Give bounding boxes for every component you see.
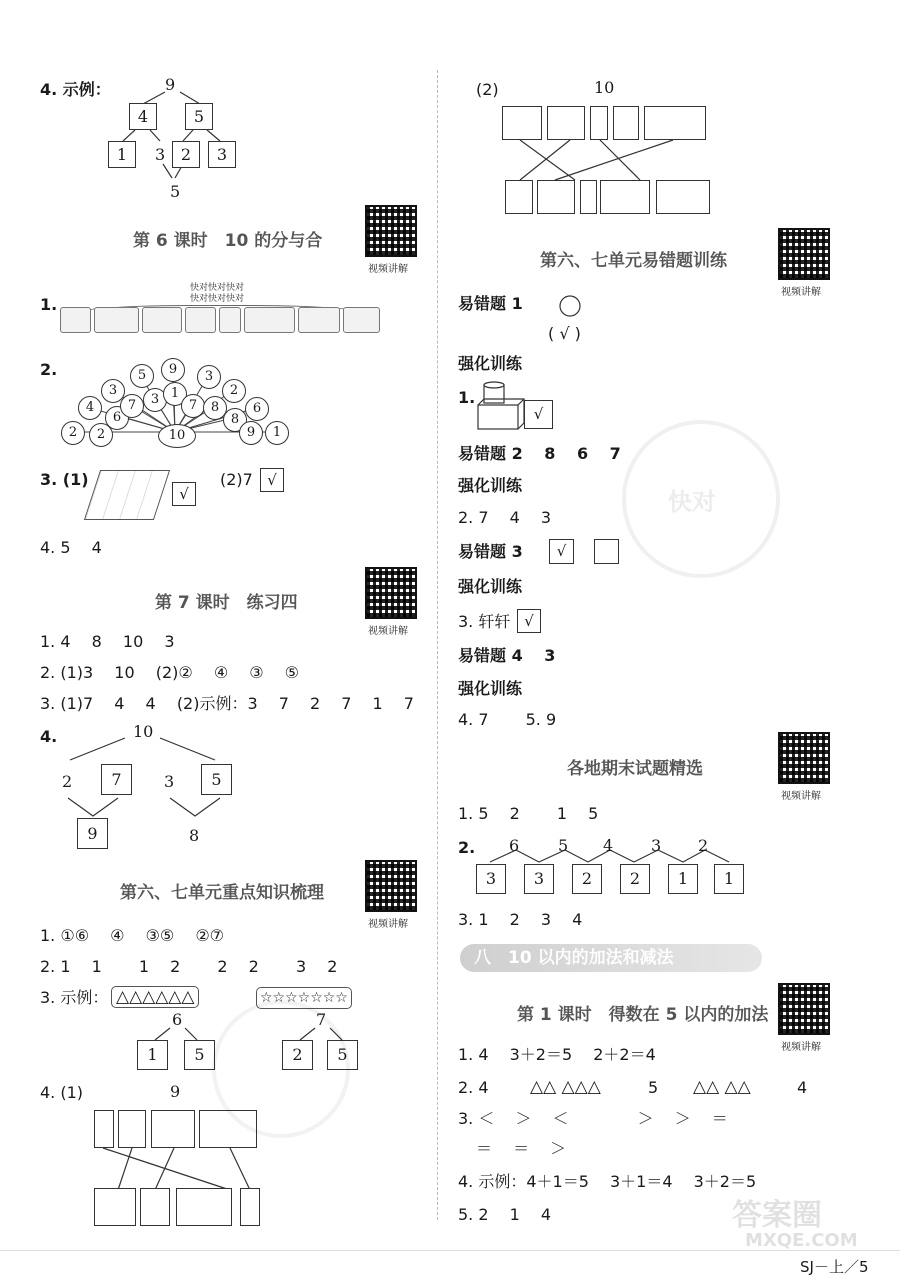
empty-box <box>151 1110 195 1148</box>
empty-box <box>656 180 710 214</box>
lesson1-item5: 5. 2 1 4 <box>458 1205 552 1224</box>
l6-q4: 4. 5 4 <box>40 538 102 557</box>
review-line1: 1. ①⑥ ④ ③⑤ ②⑦ <box>40 926 225 945</box>
fan-number: 2 <box>89 423 113 447</box>
picture-card <box>185 307 216 333</box>
zigzag-box: 2 <box>572 864 602 894</box>
fan-number: 5 <box>130 364 154 388</box>
page-number: SJ－上／5 <box>800 1258 869 1276</box>
l7-line2: 2. (1)3 10 (2)② ④ ③ ⑤ <box>40 663 300 682</box>
lesson1-item2a: 2. 4 <box>458 1078 489 1097</box>
tree-box: 2 <box>282 1040 313 1070</box>
fan-number: 6 <box>245 397 269 421</box>
fan-number: 9 <box>161 358 185 382</box>
empty-box <box>118 1110 146 1148</box>
empty-box <box>590 106 608 140</box>
empty-box <box>600 180 650 214</box>
qr-code-icon[interactable] <box>778 228 830 280</box>
empty-box <box>505 180 533 214</box>
review-line2: 2. 1 1 1 2 2 2 3 2 <box>40 957 338 976</box>
fan-number: 8 <box>203 396 227 420</box>
fan-number: 9 <box>239 421 263 445</box>
fan-number: 3 <box>197 365 221 389</box>
r-q2-label: (2) <box>476 80 499 99</box>
fan-number: 1 <box>163 382 187 406</box>
zigzag-top: 3 <box>651 836 662 855</box>
q4-label: 4. 示例： <box>40 80 111 99</box>
fan-number: 7 <box>120 394 144 418</box>
unit-banner: 八 10 以内的加法和减法 <box>460 944 762 972</box>
picture-card <box>94 307 139 333</box>
triangle-group: △△ △△ <box>693 1077 751 1097</box>
qr-label: 视频讲解 <box>781 1042 821 1053</box>
corner-watermark: 答案圈 <box>732 1198 822 1233</box>
tree-box: 5 <box>327 1040 358 1070</box>
zigzag-box: 1 <box>714 864 744 894</box>
tree-bottom: 5 <box>170 182 181 201</box>
fan-root: 10 <box>158 424 196 448</box>
zigzag-box: 3 <box>524 864 554 894</box>
final-title: 各地期末试题精选 <box>567 759 703 779</box>
watermark-stamp <box>212 1000 350 1138</box>
train-1: 强化训练 <box>458 354 523 373</box>
tree-value: 3 <box>164 772 175 791</box>
zigzag-box: 1 <box>668 864 698 894</box>
zigzag-top: 6 <box>509 836 520 855</box>
empty-box <box>613 106 639 140</box>
error-3: 易错题 3 <box>458 542 523 561</box>
final-1: 1. 5 2 1 5 <box>458 804 599 823</box>
lesson6-title: 第 6 课时 10 的分与合 <box>133 231 323 251</box>
qr-label: 视频讲解 <box>368 919 408 930</box>
lesson7-title: 第 7 课时 练习四 <box>155 593 298 613</box>
qr-code-icon[interactable] <box>365 205 417 257</box>
train-3: 强化训练 <box>458 577 523 596</box>
qr-label: 视频讲解 <box>368 626 408 637</box>
triangle-group: △△△△△△ <box>111 986 199 1008</box>
error-4: 易错题 4 3 <box>458 646 556 665</box>
lesson1-item3-row1: 3. ＜ ＞ ＜ ＞ ＞ ＝ <box>458 1109 728 1128</box>
picture-card <box>60 307 91 333</box>
empty-box <box>502 106 542 140</box>
caption <box>190 283 244 305</box>
empty-box <box>547 106 585 140</box>
l6-q1: 1. <box>40 295 58 314</box>
tree-value: 8 <box>189 826 200 845</box>
zigzag-top: 2 <box>698 836 709 855</box>
tree-box: 7 <box>101 764 132 795</box>
picture-card <box>219 307 241 333</box>
tree-top: 6 <box>172 1010 183 1029</box>
empty-box <box>140 1188 170 1226</box>
zigzag-top: 5 <box>558 836 569 855</box>
error-1: 易错题 1 <box>458 294 523 313</box>
corner-watermark-url: MXQE.COM <box>745 1230 858 1251</box>
qr-code-icon[interactable] <box>778 732 830 784</box>
tree-top: 10 <box>133 722 154 741</box>
train-4-item: 4. 7 5. 9 <box>458 710 557 729</box>
tree-box: 5 <box>184 1040 215 1070</box>
picture-card <box>343 307 380 333</box>
fan-number: 1 <box>265 421 289 445</box>
picture-card <box>142 307 182 333</box>
error-1-answer: ( √ ) <box>548 324 581 343</box>
fan-number: 7 <box>181 394 205 418</box>
check-box: √ <box>172 482 196 506</box>
fan-number: 3 <box>101 379 125 403</box>
empty-box <box>94 1188 136 1226</box>
tree-box: 2 <box>172 141 200 168</box>
qr-code-icon[interactable] <box>365 567 417 619</box>
tree-box: 9 <box>77 818 108 849</box>
train-1-item: 1. <box>458 388 476 407</box>
zigzag-box: 3 <box>476 864 506 894</box>
caption-line: 快对快对快对 <box>190 294 245 304</box>
fan-number: 3 <box>143 388 167 412</box>
tree-box: 5 <box>185 103 213 130</box>
tree-value: 2 <box>62 772 73 791</box>
qr-code-icon[interactable] <box>778 983 830 1035</box>
qr-code-icon[interactable] <box>365 860 417 912</box>
l7-line4: 4. <box>40 727 58 746</box>
lesson1-title: 第 1 课时 得数在 5 以内的加法 <box>517 1005 769 1025</box>
triangle-group: △△ △△△ <box>530 1077 601 1097</box>
zigzag-box: 2 <box>620 864 650 894</box>
fan-number: 8 <box>223 408 247 432</box>
qr-label: 视频讲解 <box>781 287 821 298</box>
caption-line: 快对快对快对 <box>190 283 245 293</box>
l6-q2: 2. <box>40 360 58 379</box>
picture-card <box>244 307 295 333</box>
tree-top: 9 <box>165 75 176 94</box>
lesson1-item1: 1. 4 3＋2＝5 2＋2＝4 <box>458 1045 656 1064</box>
tree-box: 1 <box>137 1040 168 1070</box>
l6-q3b: (2)7 <box>220 470 253 489</box>
tree-value: 3 <box>155 145 166 164</box>
lesson1-item2c: 4 <box>797 1078 808 1097</box>
check-box: √ <box>260 468 284 492</box>
picture-card <box>298 307 340 333</box>
lesson1-item4: 4. 示例：4＋1＝5 3＋1＝4 3＋2＝5 <box>458 1172 757 1191</box>
qr-label: 视频讲解 <box>781 791 821 802</box>
empty-box <box>537 180 575 214</box>
fan-number: 2 <box>61 421 85 445</box>
train-3-item: 3. 轩轩 <box>458 612 511 631</box>
empty-box <box>580 180 597 214</box>
train-4: 强化训练 <box>458 679 523 698</box>
tree-box: 5 <box>201 764 232 795</box>
final-3: 3. 1 2 3 4 <box>458 910 583 929</box>
watermark-text: 快对 <box>668 488 716 516</box>
lesson1-item3-row2: ＝ ＝ ＞ <box>476 1139 567 1158</box>
empty-box <box>94 1110 114 1148</box>
review-line3: 3. 示例： <box>40 988 109 1007</box>
qr-label: 视频讲解 <box>368 264 408 275</box>
zigzag-top: 4 <box>603 836 614 855</box>
tree-top: 9 <box>170 1082 181 1101</box>
fan-number: 2 <box>222 379 246 403</box>
picture-strip <box>60 307 380 333</box>
errors-title: 第六、七单元易错题训练 <box>540 251 727 271</box>
r-q2-top: 10 <box>594 78 615 97</box>
empty-box <box>240 1188 260 1226</box>
review-title: 第六、七单元重点知识梳理 <box>120 883 324 903</box>
final-2: 2. <box>458 838 476 857</box>
fan-number: 6 <box>105 406 129 430</box>
tree-box: 1 <box>108 141 136 168</box>
tree-box: 3 <box>208 141 236 168</box>
check-box: √ <box>524 400 553 429</box>
empty-box <box>176 1188 232 1226</box>
check-box: √ <box>517 609 541 633</box>
review-line4: 4. (1) <box>40 1083 84 1102</box>
empty-check-box <box>594 539 619 564</box>
l7-line3: 3. (1)7 4 4 (2)示例：3 7 2 7 1 7 <box>40 694 414 713</box>
empty-box <box>644 106 706 140</box>
l7-line1: 1. 4 8 10 3 <box>40 632 175 651</box>
tree-box: 4 <box>129 103 157 130</box>
error-2: 易错题 2 8 6 7 <box>458 444 621 463</box>
star-group: ☆☆☆☆☆☆☆ <box>256 987 352 1009</box>
l6-q3a: 3. (1) <box>40 470 89 489</box>
lesson1-item2b: 5 <box>648 1078 659 1097</box>
train-2-item: 2. 7 4 3 <box>458 508 552 527</box>
train-2: 强化训练 <box>458 476 523 495</box>
check-box: √ <box>549 539 574 564</box>
tree-top: 7 <box>316 1010 327 1029</box>
fan-number: 4 <box>78 396 102 420</box>
